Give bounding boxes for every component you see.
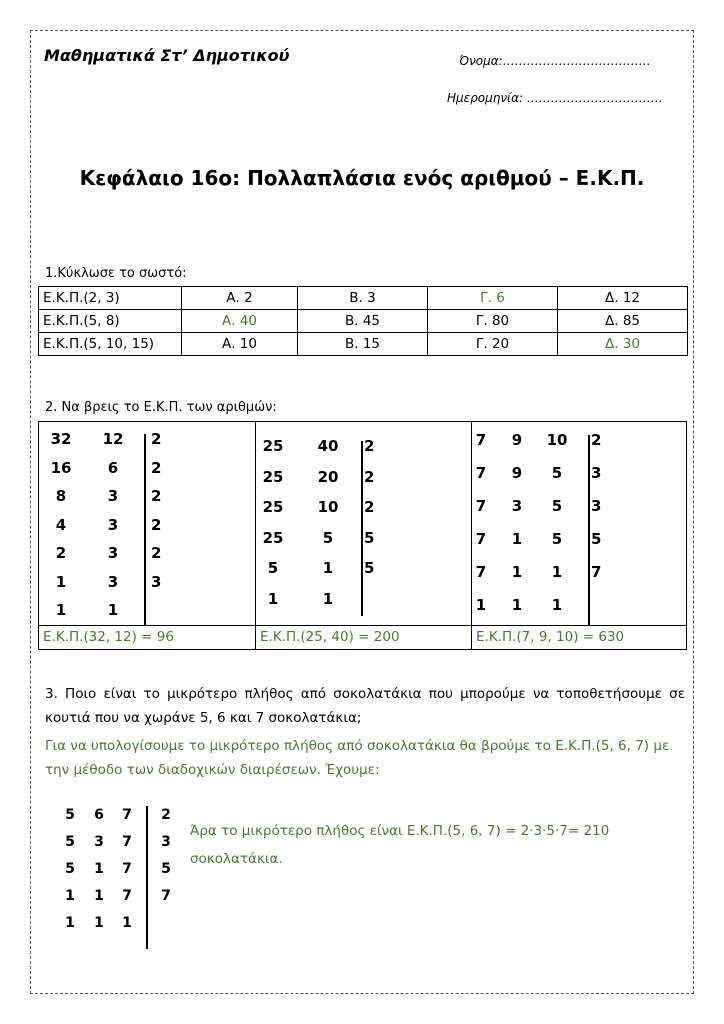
division-number: 1 xyxy=(107,601,119,619)
division-number: 1 xyxy=(55,601,67,619)
divisor-number: 3 xyxy=(591,464,602,482)
division-number: 10 xyxy=(546,431,568,449)
division-number: 7 xyxy=(122,861,132,877)
divisor-number: 7 xyxy=(591,563,602,581)
divisor-number: 5 xyxy=(364,559,375,577)
division-number: 1 xyxy=(94,888,104,904)
date-field-label: Ημερομηνία: ……………………………. xyxy=(447,91,663,105)
exercise3-question: 3. Ποιο είναι το μικρότερο πλήθος από σοκολατάκια που μπορούμε να τοποθετήσουμε σε κουτιά που να χωράνε 5, 6 και 7 σοκολατάκια; xyxy=(45,686,685,726)
option-b[interactable]: Β. 15 xyxy=(298,333,428,356)
option-c[interactable]: Γ. 20 xyxy=(428,333,558,356)
division-number: 9 xyxy=(511,464,523,482)
division-number: 1 xyxy=(122,915,132,931)
result-divider xyxy=(39,625,686,626)
division-number: 5 xyxy=(65,861,75,877)
page-title: Κεφάλαιο 16ο: Πολλαπλάσια ενός αριθμού – Ε.Κ.Π. xyxy=(79,166,645,190)
division-number: 25 xyxy=(262,437,284,455)
division-number: 6 xyxy=(107,458,119,477)
division-number: 1 xyxy=(551,596,563,614)
division-number: 1 xyxy=(322,559,334,577)
division-number: 5 xyxy=(551,464,563,482)
division-number: 5 xyxy=(551,497,563,515)
divisor-number: 2 xyxy=(591,431,602,449)
divisor-number: 3 xyxy=(151,572,162,591)
division-number: 9 xyxy=(511,431,523,449)
division-number: 1 xyxy=(65,915,75,931)
exercise2-prompt: 2. Να βρεις το Ε.Κ.Π. των αριθμών: xyxy=(45,400,277,415)
option-d[interactable]: Δ. 85 xyxy=(558,310,688,333)
divisor-number: 2 xyxy=(151,515,162,534)
divisor-number: 2 xyxy=(364,467,375,486)
divisor-number: 2 xyxy=(151,458,162,477)
question-cell: Ε.Κ.Π.(2, 3) xyxy=(39,287,182,310)
division-number: 7 xyxy=(475,497,487,515)
division-number: 12 xyxy=(102,430,124,448)
divisor-number: 2 xyxy=(364,437,375,455)
division-number: 7 xyxy=(122,834,132,850)
division-number: 5 xyxy=(267,559,279,577)
division-number: 40 xyxy=(317,437,339,455)
division-number: 4 xyxy=(55,515,67,534)
division-number: 7 xyxy=(122,807,132,823)
division-number: 5 xyxy=(322,528,334,547)
lcm-result-1: Ε.Κ.Π.(32, 12) = 96 xyxy=(43,629,174,645)
division-number: 3 xyxy=(107,487,119,505)
division-number: 1 xyxy=(322,589,334,608)
division-number: 5 xyxy=(551,530,563,548)
divisor-number: 7 xyxy=(161,888,171,904)
division-number: 2 xyxy=(55,544,67,562)
division-number: 25 xyxy=(262,498,284,516)
division-number: 6 xyxy=(94,807,104,823)
panel-divider xyxy=(255,422,256,649)
name-field-label: Όνομα:………………………………. xyxy=(459,54,651,68)
division-number: 8 xyxy=(55,487,67,505)
division-number: 1 xyxy=(551,563,563,581)
division-number: 16 xyxy=(50,458,72,477)
divisor-number: 5 xyxy=(591,530,602,548)
division-bar xyxy=(588,435,590,625)
subject-heading: Μαθηματικά Στ’ Δημοτικού xyxy=(44,46,290,65)
division-number: 1 xyxy=(94,861,104,877)
exercise3-conclusion: Άρα το μικρότερο πλήθος είναι Ε.Κ.Π.(5, 6, 7) = 2·3·5·7= 210 σοκολατάκια. xyxy=(190,823,610,867)
option-d[interactable]: Δ. 12 xyxy=(558,287,688,310)
exercise3-solution-intro: Για να υπολογίσουμε το μικρότερο πλήθος από σοκολατάκια θα βρούμε το Ε.Κ.Π.(5, 6, 7) με την μέθοδο των διαδοχικών διαιρέσεων. Έχουμε: xyxy=(45,738,670,778)
division-number: 7 xyxy=(475,464,487,482)
option-c[interactable]: Γ. 80 xyxy=(428,310,558,333)
division-number: 3 xyxy=(107,515,119,534)
division-number: 3 xyxy=(94,834,104,850)
division-number: 7 xyxy=(475,563,487,581)
option-d-correct[interactable]: Δ. 30 xyxy=(558,333,688,356)
exercise1-prompt: 1.Κύκλωσε το σωστό: xyxy=(45,266,187,281)
division-bar xyxy=(144,434,146,626)
division-number: 32 xyxy=(50,430,72,448)
division-number: 3 xyxy=(107,544,119,562)
lcm-result-2: Ε.Κ.Π.(25, 40) = 200 xyxy=(260,629,400,645)
division-number: 20 xyxy=(317,467,339,486)
division-number: 5 xyxy=(65,807,75,823)
divisor-number: 2 xyxy=(151,544,162,562)
division-number: 7 xyxy=(475,530,487,548)
division-bar xyxy=(146,806,148,949)
division-number: 1 xyxy=(94,915,104,931)
lcm-result-3: Ε.Κ.Π.(7, 9, 10) = 630 xyxy=(476,629,625,645)
division-number: 25 xyxy=(262,528,284,547)
divisor-number: 5 xyxy=(161,861,171,877)
division-number: 1 xyxy=(475,596,487,614)
division-number: 7 xyxy=(122,888,132,904)
division-number: 5 xyxy=(65,834,75,850)
division-number: 1 xyxy=(511,563,523,581)
option-b[interactable]: Β. 45 xyxy=(298,310,428,333)
division-number: 1 xyxy=(65,888,75,904)
division-bar xyxy=(361,441,363,616)
divisor-number: 3 xyxy=(591,497,602,515)
divisor-number: 2 xyxy=(151,430,162,448)
division-number: 25 xyxy=(262,467,284,486)
option-a[interactable]: Α. 2 xyxy=(182,287,298,310)
table-row xyxy=(39,333,688,356)
question-cell: Ε.Κ.Π.(5, 10, 15) xyxy=(39,333,182,356)
option-c-correct[interactable]: Γ. 6 xyxy=(428,287,558,310)
multiple-choice-table xyxy=(38,286,688,356)
division-number: 1 xyxy=(267,589,279,608)
option-b[interactable]: Β. 3 xyxy=(298,287,428,310)
table-row xyxy=(39,287,688,310)
divisor-number: 2 xyxy=(151,487,162,505)
division-number: 1 xyxy=(55,572,67,591)
option-a[interactable]: Α. 10 xyxy=(182,333,298,356)
division-number: 10 xyxy=(317,498,339,516)
question-cell: Ε.Κ.Π.(5, 8) xyxy=(39,310,182,333)
option-a-correct[interactable]: Α. 40 xyxy=(182,310,298,333)
divisor-number: 3 xyxy=(161,834,171,850)
table-row xyxy=(39,310,688,333)
divisor-number: 2 xyxy=(161,807,171,823)
divisor-number: 2 xyxy=(364,498,375,516)
lcm-division-box xyxy=(38,421,687,650)
division-number: 7 xyxy=(475,431,487,449)
division-number: 1 xyxy=(511,596,523,614)
division-number: 1 xyxy=(511,530,523,548)
division-number: 3 xyxy=(511,497,523,515)
divisor-number: 5 xyxy=(364,528,375,547)
division-number: 3 xyxy=(107,572,119,591)
